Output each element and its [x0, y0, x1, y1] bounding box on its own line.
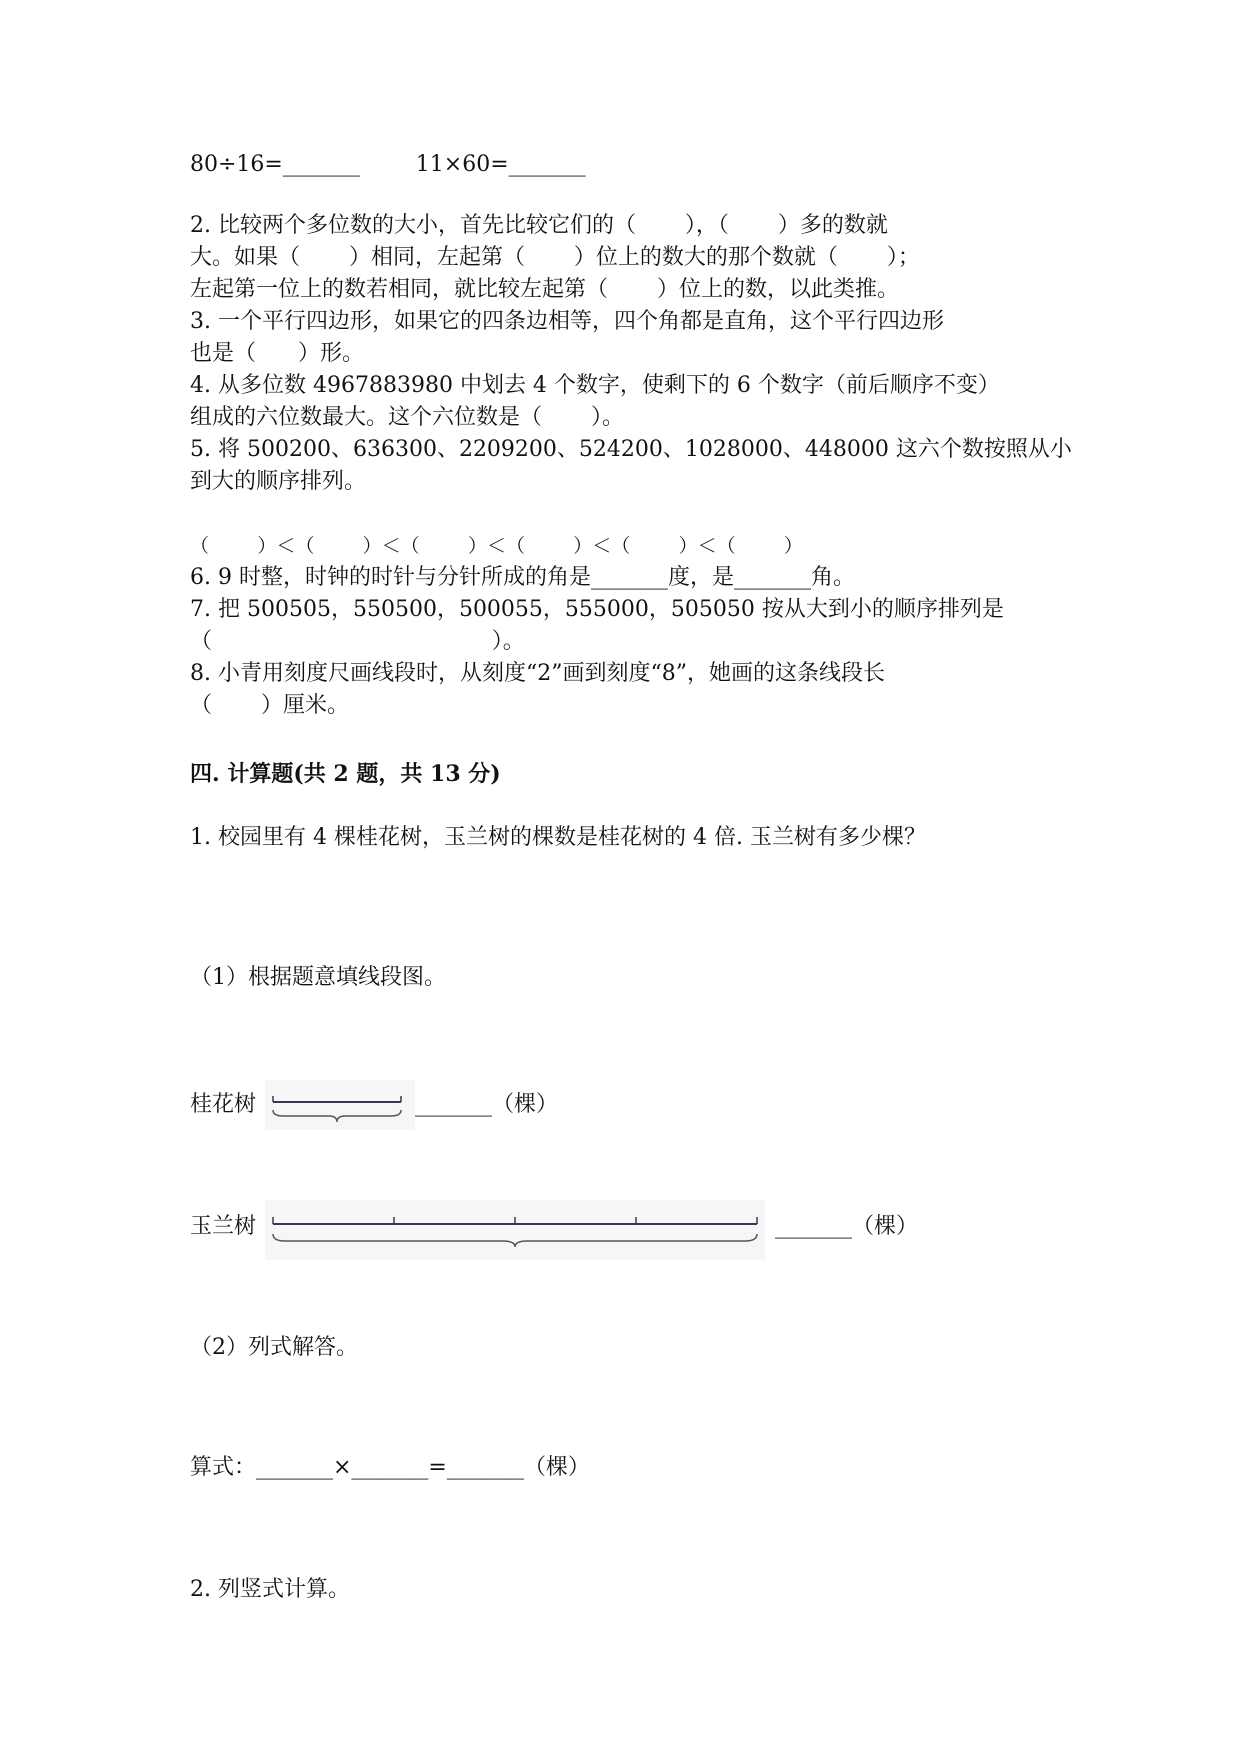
- problem-1: 1. 校园里有 4 棵桂花树，玉兰树的棵数是桂花树的 4 倍. 玉兰树有多少棵？: [190, 825, 926, 850]
- osmanthus-segment-diagram: [265, 1080, 415, 1130]
- section-heading: 四. 计算题(共 2 题，共 13 分): [190, 761, 501, 787]
- osmanthus-label: 桂花树: [190, 1092, 257, 1117]
- problem-1-step-2: （2）列式解答。: [190, 1335, 358, 1360]
- question-2-line-2: 大。如果（ ）相同，左起第（ ）位上的数大的那个数就（ ）；: [190, 245, 920, 270]
- question-2-line-1: 2. 比较两个多位数的大小，首先比较它们的（ ），（ ）多的数就: [190, 213, 888, 238]
- question-3-line-1: 3. 一个平行四边形，如果它的四条边相等，四个角都是直角，这个平行四边形: [190, 309, 944, 334]
- magnolia-label: 玉兰树: [190, 1214, 257, 1239]
- problem-1-step-1: （1）根据题意填线段图。: [190, 965, 446, 990]
- question-4-line-1: 4. 从多位数 4967883980 中划去 4 个数字，使剩下的 6 个数字（前后顺序不变）: [190, 373, 1000, 398]
- question-6: 6. 9 时整，时钟的时针与分针所成的角是_______度，是_______角。: [190, 565, 855, 590]
- question-8-line-1: 8. 小青用刻度尺画线段时，从刻度“2”画到刻度“8”，她画的这条线段长: [190, 661, 885, 686]
- magnolia-segment-diagram: [265, 1200, 765, 1260]
- osmanthus-answer-blank: _______（棵）: [415, 1092, 559, 1117]
- question-5-answer-row: （ ）＜（ ）＜（ ）＜（ ）＜（ ）＜（ ）: [190, 535, 803, 557]
- calc-row: 80÷16=_______ 11×60=_______: [190, 152, 586, 177]
- question-5-line-1: 5. 将 500200、636300、2209200、524200、1028000、448000 这六个数按照从小: [190, 437, 1072, 462]
- question-8-line-2: （ ）厘米。: [190, 693, 349, 718]
- problem-2: 2. 列竖式计算。: [190, 1577, 350, 1602]
- question-7-line-2: （ ）。: [190, 629, 525, 654]
- question-2-line-3: 左起第一位上的数若相同，就比较左起第（ ）位上的数，以此类推。: [190, 277, 899, 302]
- formula-row: 算式：_______×_______=_______（棵）: [190, 1455, 590, 1480]
- question-7-line-1: 7. 把 500505，550500，500055，555000，505050 按从大到小的顺序排列是: [190, 597, 1004, 622]
- question-5-line-2: 到大的顺序排列。: [190, 469, 367, 494]
- question-3-line-2: 也是（ ）形。: [190, 341, 364, 366]
- question-4-line-2: 组成的六位数最大。这个六位数是（ ）。: [190, 405, 624, 430]
- magnolia-answer-blank: _______（棵）: [775, 1214, 919, 1239]
